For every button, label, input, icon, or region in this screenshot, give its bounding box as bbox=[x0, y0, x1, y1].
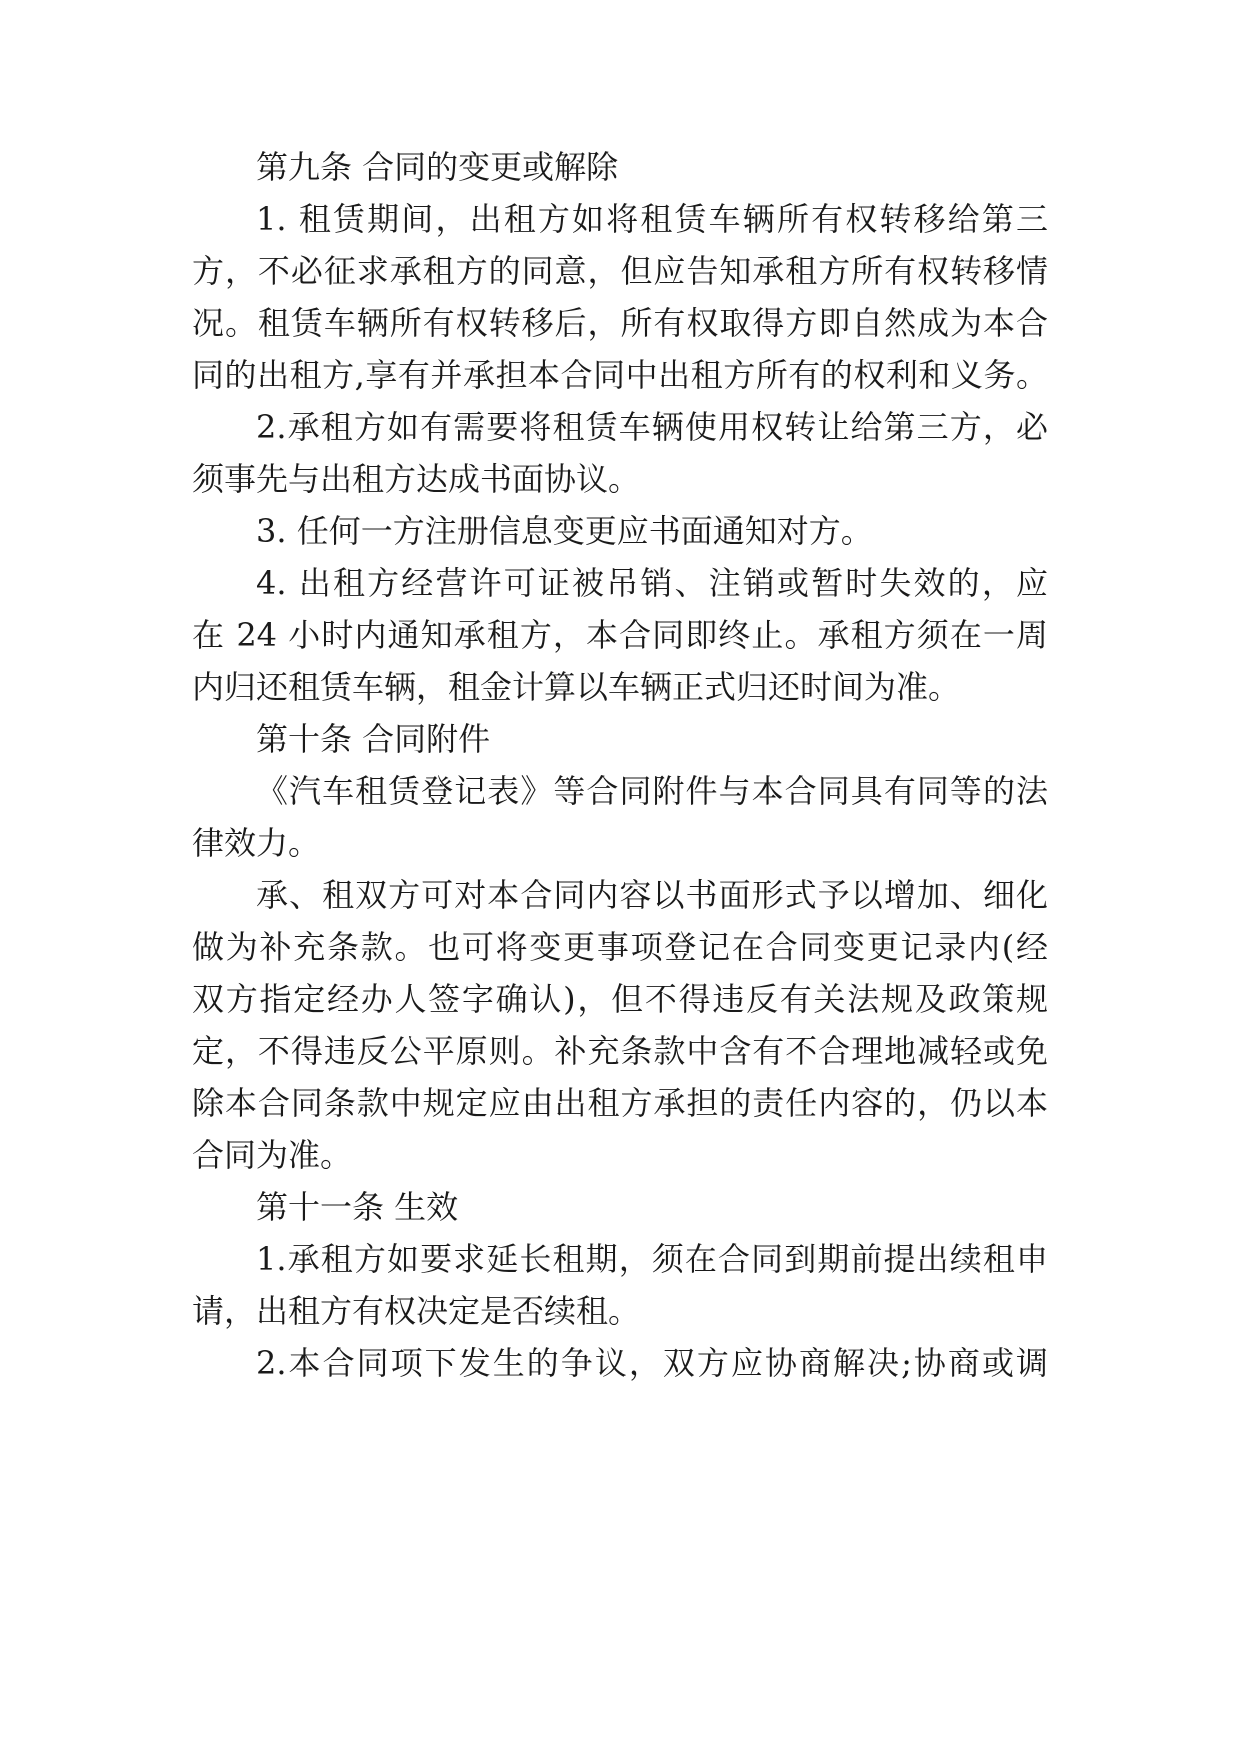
section-11-heading: 第十一条 生效 bbox=[256, 1188, 459, 1226]
section-10-para-2-line-6: 合同为准。 bbox=[192, 1136, 353, 1174]
section-9-item-2-line-2: 须事先与出租方达成书面协议。 bbox=[192, 460, 641, 498]
section-10-para-2-line-1: 承、租双方可对本合同内容以书面形式予以增加、细化 bbox=[256, 876, 1048, 914]
section-11-item-1-line-2: 请，出租方有权决定是否续租。 bbox=[192, 1292, 641, 1330]
section-9-item-2-line-1: 2.承租方如有需要将租赁车辆使用权转让给第三方，必 bbox=[256, 408, 1048, 446]
section-9-heading: 第九条 合同的变更或解除 bbox=[256, 148, 619, 186]
section-9-item-4-line-2: 在 24 小时内通知承租方，本合同即终止。承租方须在一周 bbox=[192, 616, 1048, 654]
section-9-item-1-line-3: 况。租赁车辆所有权转移后，所有权取得方即自然成为本合 bbox=[192, 304, 1048, 342]
section-9-item-1-line-1: 1. 租赁期间，出租方如将租赁车辆所有权转移给第三 bbox=[256, 200, 1048, 238]
section-9-item-4-line-1: 4. 出租方经营许可证被吊销、注销或暂时失效的，应 bbox=[256, 564, 1048, 602]
section-9-item-3-line-1: 3. 任何一方注册信息变更应书面通知对方。 bbox=[256, 512, 873, 550]
section-11-item-1-line-1: 1.承租方如要求延长租期，须在合同到期前提出续租申 bbox=[256, 1240, 1048, 1278]
section-10-para-1-line-2: 律效力。 bbox=[192, 824, 321, 862]
section-10-para-2-line-2: 做为补充条款。也可将变更事项登记在合同变更记录内(经 bbox=[192, 928, 1048, 966]
section-10-para-2-line-4: 定，不得违反公平原则。补充条款中含有不合理地减轻或免 bbox=[192, 1032, 1048, 1070]
section-9-item-1-line-4: 同的出租方,享有并承担本合同中出租方所有的权利和义务。 bbox=[192, 356, 1048, 394]
section-10-heading: 第十条 合同附件 bbox=[256, 720, 491, 758]
section-9-item-4-line-3: 内归还租赁车辆，租金计算以车辆正式归还时间为准。 bbox=[192, 668, 961, 706]
section-10-para-2-line-3: 双方指定经办人签字确认)，但不得违反有关法规及政策规 bbox=[192, 980, 1048, 1018]
section-10-para-2-line-5: 除本合同条款中规定应由出租方承担的责任内容的，仍以本 bbox=[192, 1084, 1048, 1122]
section-11-item-2-line-1: 2.本合同项下发生的争议，双方应协商解决;协商或调 bbox=[256, 1344, 1048, 1382]
section-9-item-1-line-2: 方，不必征求承租方的同意，但应告知承租方所有权转移情 bbox=[192, 252, 1048, 290]
section-10-para-1-line-1: 《汽车租赁登记表》等合同附件与本合同具有同等的法 bbox=[256, 772, 1048, 810]
